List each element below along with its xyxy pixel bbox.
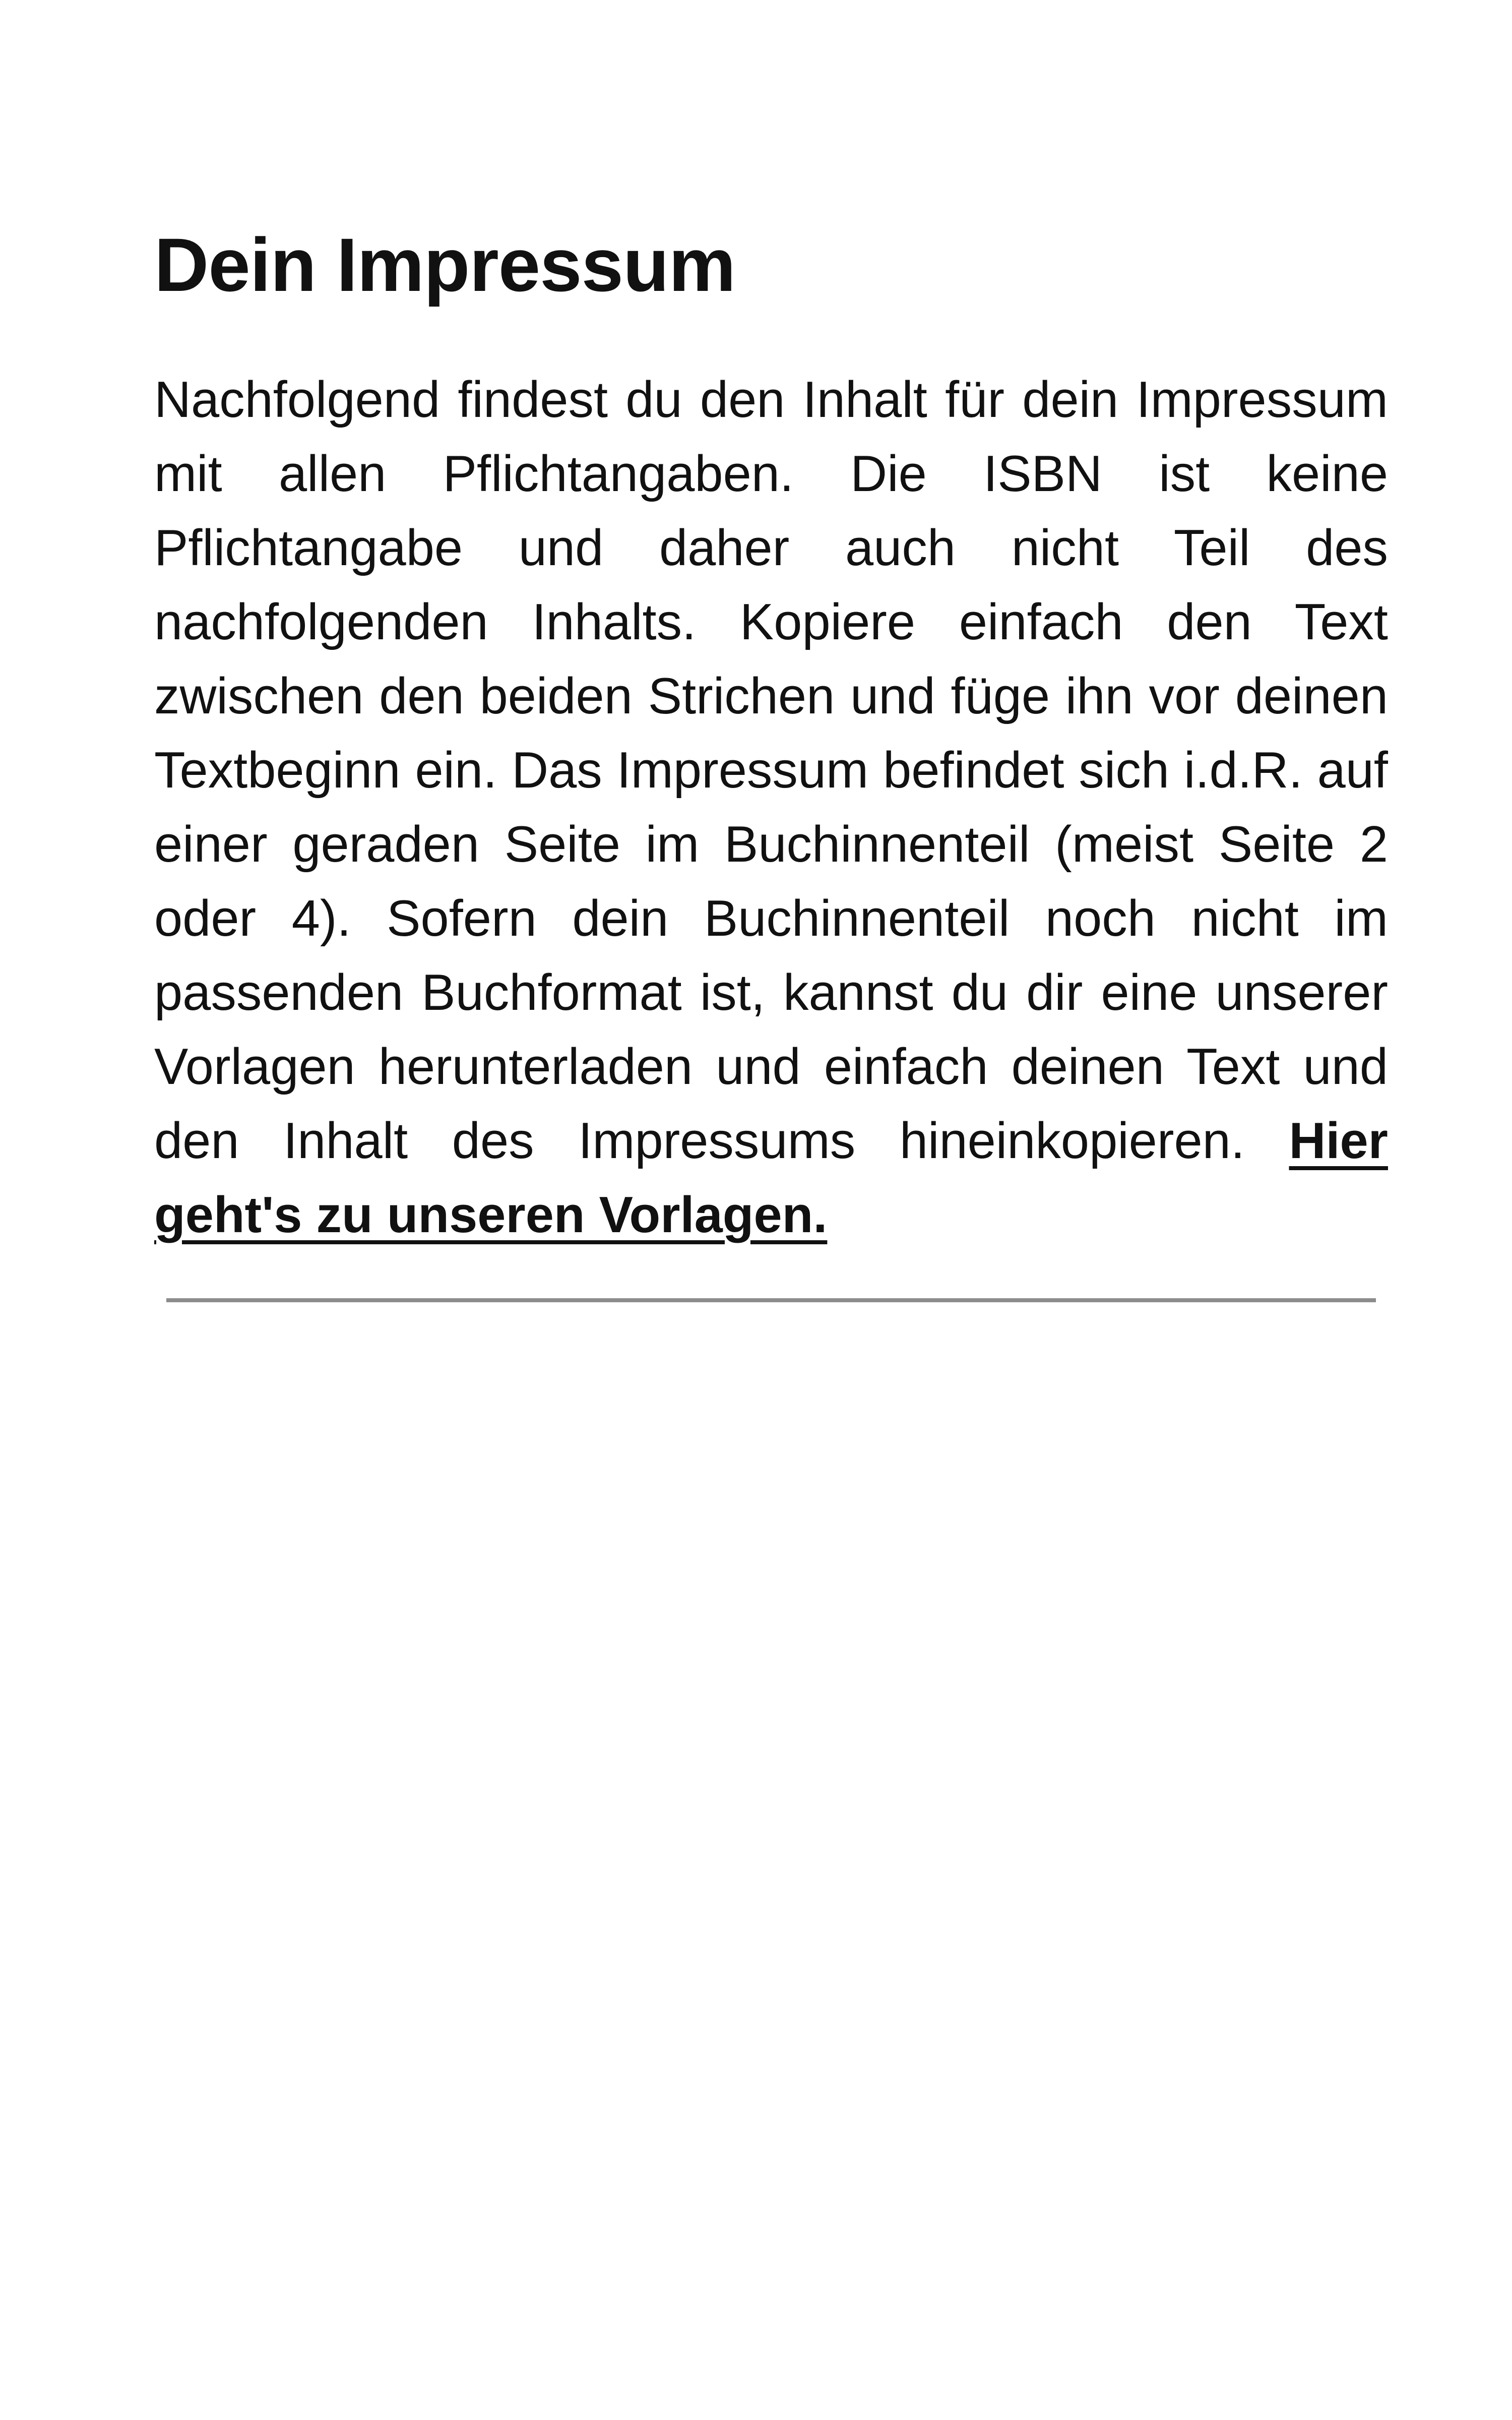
intro-text: Nachfolgend findest du den Inhalt für dein Impressum mit allen Pflichtangaben. Die ISBN ist keine Pflichtangabe und daher auch nicht Teil des nachfolgenden Inhalts. Kopiere einfach den Text zwischen den beiden Strichen und füge ihn vor deinen Textbeginn ein. Das Impressum befindet sich i.d.R. auf einer geraden Seite im Buchinnenteil (meist Seite 2 oder 4). Sofern dein Buchinnenteil noch nicht im passenden Buchformat ist, kannst du dir eine unserer Vorlagen herunterladen und einfach deinen Text und den Inhalt des Impressums hineinkopieren. [154,372,1388,1169]
templates-link[interactable]: Hier geht's zu unseren Vorlagen. [154,1113,1388,1243]
intro-paragraph [154,363,1388,1252]
page-title: Dein Impressum [154,222,736,307]
impressum-section [154,217,1388,1252]
divider [166,1298,1376,1302]
